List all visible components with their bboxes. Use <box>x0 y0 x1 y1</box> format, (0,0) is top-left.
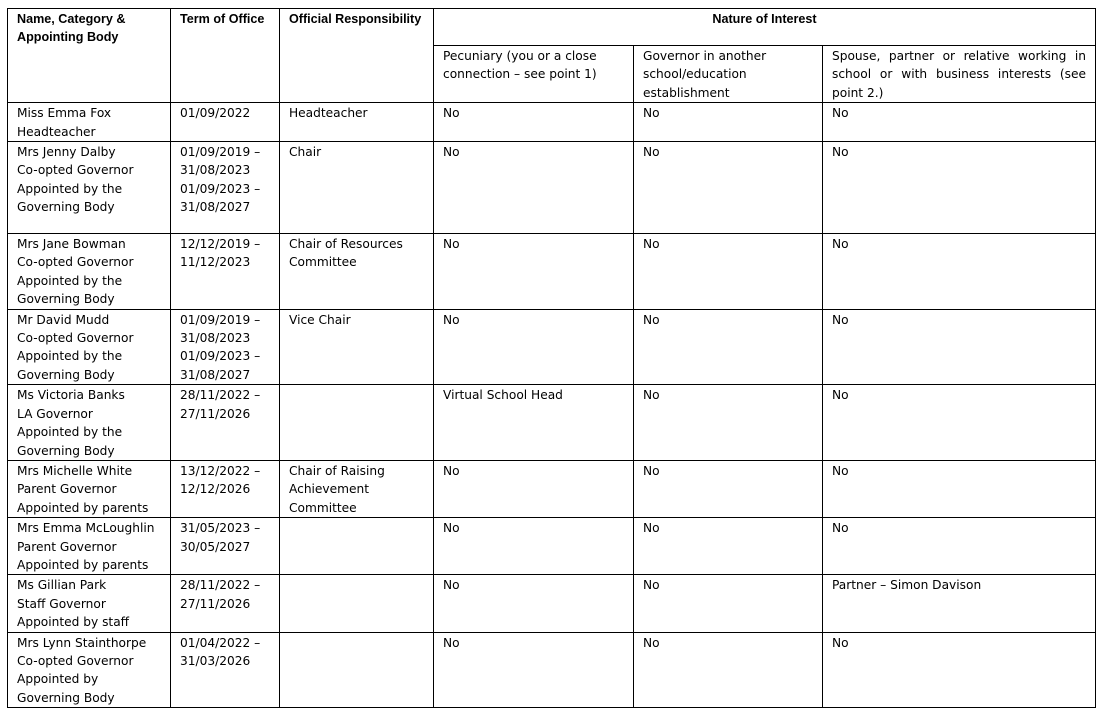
cell-name-category-line: LA Governor <box>17 406 93 421</box>
cell-term-of-office-line: 12/12/2026 <box>180 482 251 497</box>
cell-name-category-line: Governing Body <box>17 200 115 215</box>
cell-term-of-office <box>171 460 280 517</box>
cell-name-category <box>8 575 171 632</box>
cell-name-category-line: Parent Governor <box>17 482 117 497</box>
cell-governor-elsewhere: No <box>634 385 823 461</box>
cell-name-category-line: Appointed by staff <box>17 615 130 630</box>
cell-term-of-office-line: 28/11/2022 – <box>180 578 261 593</box>
cell-official-responsibility <box>280 103 434 142</box>
cell-name-category <box>8 385 171 461</box>
cell-term-of-office-line: 11/12/2023 <box>180 255 251 270</box>
cell-term-of-office <box>171 518 280 575</box>
cell-name-category-line: Governing Body <box>17 367 115 382</box>
cell-official-responsibility <box>280 234 434 310</box>
cell-name-category-line: Mrs Michelle White <box>17 463 133 478</box>
cell-official-responsibility-line: Achievement <box>289 482 370 497</box>
cell-term-of-office <box>171 234 280 310</box>
cell-official-responsibility <box>280 575 434 632</box>
cell-name-category-line: Co-opted Governor <box>17 255 134 270</box>
cell-term-of-office-line: 01/09/2022 <box>180 106 251 121</box>
cell-name-category-line: Co-opted Governor <box>17 653 134 668</box>
cell-term-of-office <box>171 575 280 632</box>
cell-name-category-line: Appointed by parents <box>17 500 149 515</box>
cell-governor-elsewhere: No <box>634 460 823 517</box>
cell-term-of-office-line: 01/09/2019 – <box>180 312 261 327</box>
cell-term-of-office-line: 01/09/2023 – <box>180 181 261 196</box>
cell-name-category <box>8 142 171 234</box>
cell-name-category <box>8 103 171 142</box>
cell-name-category-line: Appointed by the <box>17 273 123 288</box>
cell-pecuniary: No <box>434 309 634 385</box>
cell-term-of-office <box>171 632 280 708</box>
cell-governor-elsewhere: No <box>634 234 823 310</box>
cell-relative-interest: No <box>823 460 1096 517</box>
header-row <box>8 9 1096 46</box>
cell-relative-interest: No <box>823 234 1096 310</box>
cell-name-category-line: Governing Body <box>17 690 115 705</box>
cell-term-of-office-line: 01/09/2023 – <box>180 349 261 364</box>
header-nature-of-interest: Nature of Interest <box>434 9 1096 46</box>
cell-governor-elsewhere: No <box>634 142 823 234</box>
cell-name-category <box>8 632 171 708</box>
cell-name-category-line: Mr David Mudd <box>17 312 110 327</box>
cell-relative-interest: No <box>823 142 1096 234</box>
cell-term-of-office-line: 31/08/2023 <box>180 331 251 346</box>
cell-official-responsibility <box>280 309 434 385</box>
cell-name-category-line: Governing Body <box>17 443 115 458</box>
cell-governor-elsewhere: No <box>634 575 823 632</box>
cell-official-responsibility <box>280 385 434 461</box>
cell-term-of-office <box>171 103 280 142</box>
cell-term-of-office-line: 31/08/2027 <box>180 200 251 215</box>
cell-pecuniary: No <box>434 234 634 310</box>
cell-governor-elsewhere: No <box>634 632 823 708</box>
cell-official-responsibility-line: Headteacher <box>289 106 368 121</box>
cell-name-category <box>8 518 171 575</box>
cell-term-of-office-line: 27/11/2026 <box>180 596 251 611</box>
table-row <box>8 575 1096 632</box>
cell-relative-interest: No <box>823 518 1096 575</box>
subheader-governor-elsewhere: Governor in another school/education establishment <box>634 46 823 103</box>
cell-pecuniary: No <box>434 460 634 517</box>
cell-pecuniary: No <box>434 575 634 632</box>
cell-name-category-line: Appointed by parents <box>17 557 149 572</box>
cell-name-category-line: Headteacher <box>17 124 96 139</box>
cell-relative-interest: No <box>823 385 1096 461</box>
cell-term-of-office-line: 13/12/2022 – <box>180 463 261 478</box>
cell-term-of-office-line: 27/11/2026 <box>180 406 251 421</box>
cell-term-of-office-line: 31/08/2027 <box>180 367 251 382</box>
cell-name-category <box>8 460 171 517</box>
cell-official-responsibility <box>280 460 434 517</box>
table-row <box>8 632 1096 708</box>
cell-name-category-line: Ms Victoria Banks <box>17 388 125 403</box>
table-row <box>8 103 1096 142</box>
cell-pecuniary: No <box>434 518 634 575</box>
cell-term-of-office-line: 12/12/2019 – <box>180 237 261 252</box>
cell-pecuniary: No <box>434 142 634 234</box>
cell-name-category-line: Ms Gillian Park <box>17 578 107 593</box>
cell-name-category-line: Appointed by the <box>17 425 123 440</box>
cell-pecuniary: No <box>434 103 634 142</box>
header-responsibility: Official Responsibility <box>280 9 434 103</box>
table-body <box>8 103 1096 708</box>
cell-name-category-line: Parent Governor <box>17 539 117 554</box>
cell-official-responsibility <box>280 518 434 575</box>
cell-governor-elsewhere: No <box>634 309 823 385</box>
cell-name-category-line: Mrs Emma McLoughlin <box>17 521 155 536</box>
cell-pecuniary: No <box>434 632 634 708</box>
cell-name-category <box>8 234 171 310</box>
cell-official-responsibility-line: Chair of Raising <box>289 463 385 478</box>
cell-name-category-line: Co-opted Governor <box>17 331 134 346</box>
subheader-relative: Spouse, partner or relative working in school or with business interests (see point 2.) <box>823 46 1096 103</box>
cell-term-of-office <box>171 142 280 234</box>
governors-interests-table <box>7 8 1096 708</box>
cell-name-category-line: Governing Body <box>17 292 115 307</box>
cell-official-responsibility <box>280 632 434 708</box>
table-row <box>8 309 1096 385</box>
cell-governor-elsewhere: No <box>634 103 823 142</box>
cell-relative-interest: No <box>823 632 1096 708</box>
cell-term-of-office-line: 31/05/2023 – <box>180 521 261 536</box>
cell-name-category-line: Miss Emma Fox <box>17 106 112 121</box>
cell-term-of-office-line: 31/08/2023 <box>180 163 251 178</box>
cell-name-category-line: Appointed by the <box>17 181 123 196</box>
cell-official-responsibility-line: Committee <box>289 255 357 270</box>
cell-official-responsibility <box>280 142 434 234</box>
cell-name-category-line: Mrs Lynn Stainthorpe <box>17 635 147 650</box>
cell-relative-interest: No <box>823 103 1096 142</box>
table-row <box>8 142 1096 234</box>
cell-term-of-office-line: 31/03/2026 <box>180 653 251 668</box>
cell-official-responsibility-line: Committee <box>289 500 357 515</box>
cell-relative-interest: No <box>823 309 1096 385</box>
table-row <box>8 518 1096 575</box>
table-row <box>8 385 1096 461</box>
cell-official-responsibility-line: Vice Chair <box>289 312 351 327</box>
cell-name-category-line: Staff Governor <box>17 596 106 611</box>
cell-pecuniary: Virtual School Head <box>434 385 634 461</box>
cell-term-of-office-line: 01/04/2022 – <box>180 635 261 650</box>
cell-term-of-office-line: 30/05/2027 <box>180 539 251 554</box>
cell-name-category-line: Appointed by <box>17 672 99 687</box>
table-row <box>8 234 1096 310</box>
cell-name-category-line: Mrs Jane Bowman <box>17 237 126 252</box>
cell-relative-interest: Partner – Simon Davison <box>823 575 1096 632</box>
table-row <box>8 460 1096 517</box>
header-term: Term of Office <box>171 9 280 103</box>
cell-name-category-line: Appointed by the <box>17 349 123 364</box>
cell-name-category-line: Co-opted Governor <box>17 163 134 178</box>
cell-term-of-office <box>171 385 280 461</box>
cell-official-responsibility-line: Chair <box>289 145 322 160</box>
cell-governor-elsewhere: No <box>634 518 823 575</box>
cell-term-of-office-line: 28/11/2022 – <box>180 388 261 403</box>
cell-name-category-line: Mrs Jenny Dalby <box>17 145 116 160</box>
subheader-pecuniary: Pecuniary (you or a close connection – see point 1) <box>434 46 634 103</box>
cell-term-of-office <box>171 309 280 385</box>
cell-name-category <box>8 309 171 385</box>
cell-term-of-office-line: 01/09/2019 – <box>180 145 261 160</box>
cell-official-responsibility-line: Chair of Resources <box>289 237 403 252</box>
header-name: Name, Category & Appointing Body <box>8 9 171 103</box>
